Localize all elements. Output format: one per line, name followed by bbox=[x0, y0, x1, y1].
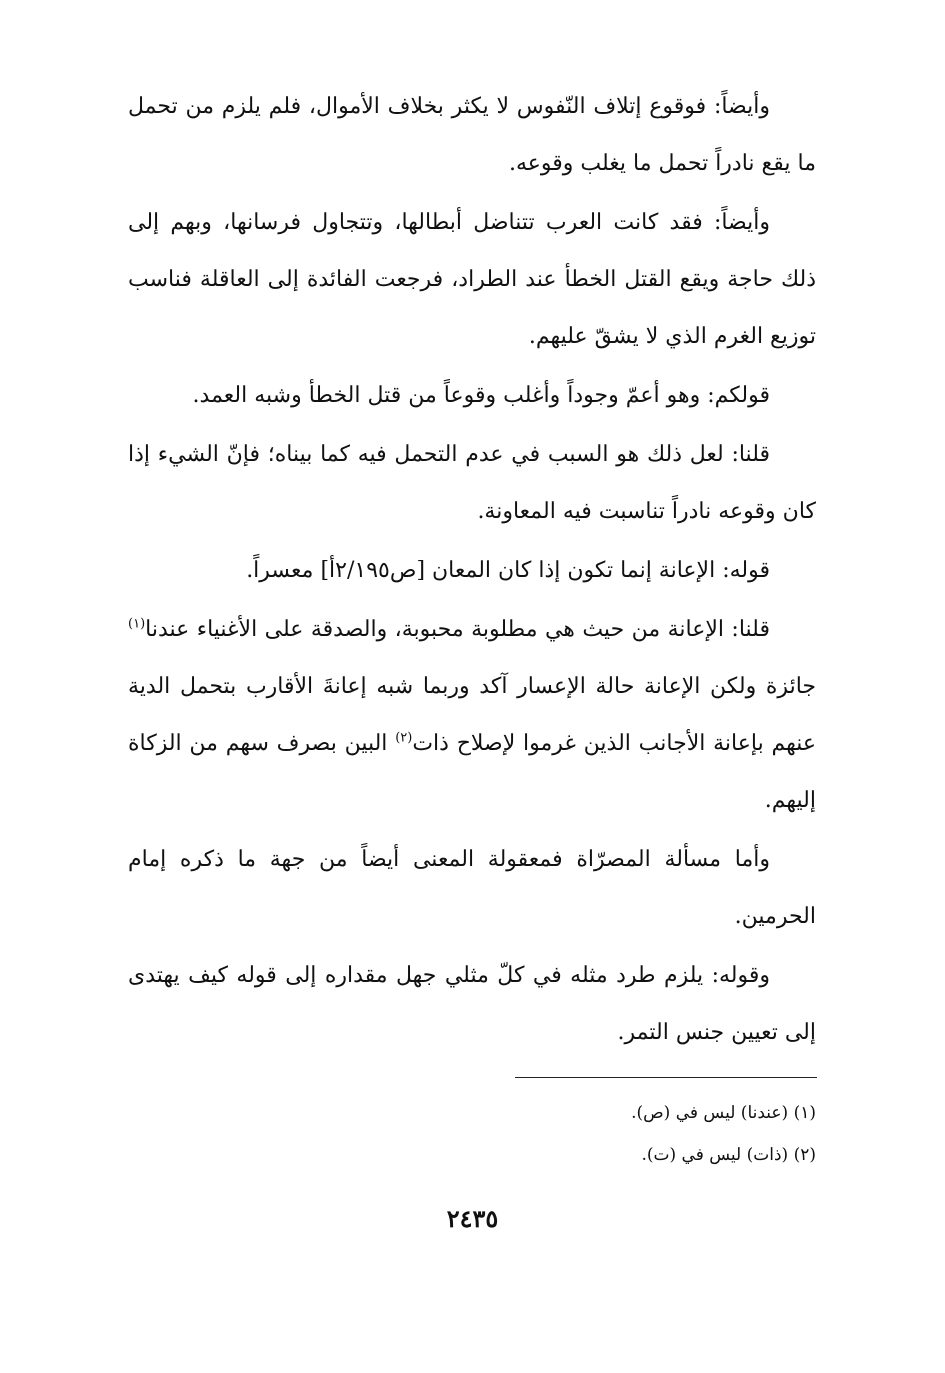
footnote-ref: (١) bbox=[128, 616, 146, 632]
paragraph: وقوله: يلزم طرد مثله في كلّ مثلي جهل مقداره إلى قوله كيف يهتدى إلى تعيين جنس التمر. bbox=[128, 963, 816, 1045]
footnote-ref: (٢) bbox=[395, 730, 413, 746]
paragraph: قولكم: وهو أعمّ وجوداً وأغلب وقوعاً من قتل الخطأ وشبه العمد. bbox=[192, 383, 770, 408]
paragraph-text: قلنا: الإعانة من حيث هي مطلوبة محبوبة، والصدقة على الأغنياء عندنا bbox=[145, 617, 770, 642]
paragraph: وأما مسألة المصرّاة فمعقولة المعنى أيضاً من جهة ما ذكره إمام الحرمين. bbox=[128, 847, 816, 929]
paragraph: قوله: الإعانة إنما تكون إذا كان المعان [ص٢/١٩٥أ] معسراً. bbox=[246, 558, 770, 583]
paragraph: وأيضاً: فقد كانت العرب تتناضل أبطالها، وتتجاول فرسانها، وبهم إلى ذلك حاجة ويقع القتل الخطأ عند الطراد، فرجعت الفائدة إلى العاقلة فناسب توزيع الغرم الذي لا يشقّ عليهم. bbox=[128, 210, 816, 349]
paragraph-text: البين بصرف سهم من الزكاة إليهم. bbox=[128, 731, 816, 813]
footnotes bbox=[128, 1092, 816, 1176]
paragraph: وأيضاً: فوقوع إتلاف النّفوس لا يكثر بخلاف الأموال، فلم يلزم من تحمل ما يقع نادراً تحمل ما يغلب وقوعه. bbox=[128, 94, 816, 176]
footnote: (١) (عندنا) ليس في (ص). bbox=[631, 1103, 816, 1123]
footnote: (٢) (ذات) ليس في (ت). bbox=[641, 1145, 816, 1165]
footnote-divider bbox=[515, 1077, 817, 1078]
page-number: ٢٤٣٥ bbox=[446, 1204, 499, 1233]
main-text bbox=[128, 78, 816, 1063]
paragraph-with-footnotes bbox=[128, 601, 816, 829]
paragraph: قلنا: لعل ذلك هو السبب في عدم التحمل فيه كما بيناه؛ فإنّ الشيء إذا كان وقوعه نادراً تناسبت فيه المعاونة. bbox=[128, 442, 816, 524]
paragraph-text: جائزة ولكن الإعانة حالة الإعسار آكد وربما شبه إعانةَ الأقارب بتحمل الدية عنهم بإعانة الأجانب الذين غرموا لإصلاح ذات bbox=[128, 674, 816, 756]
